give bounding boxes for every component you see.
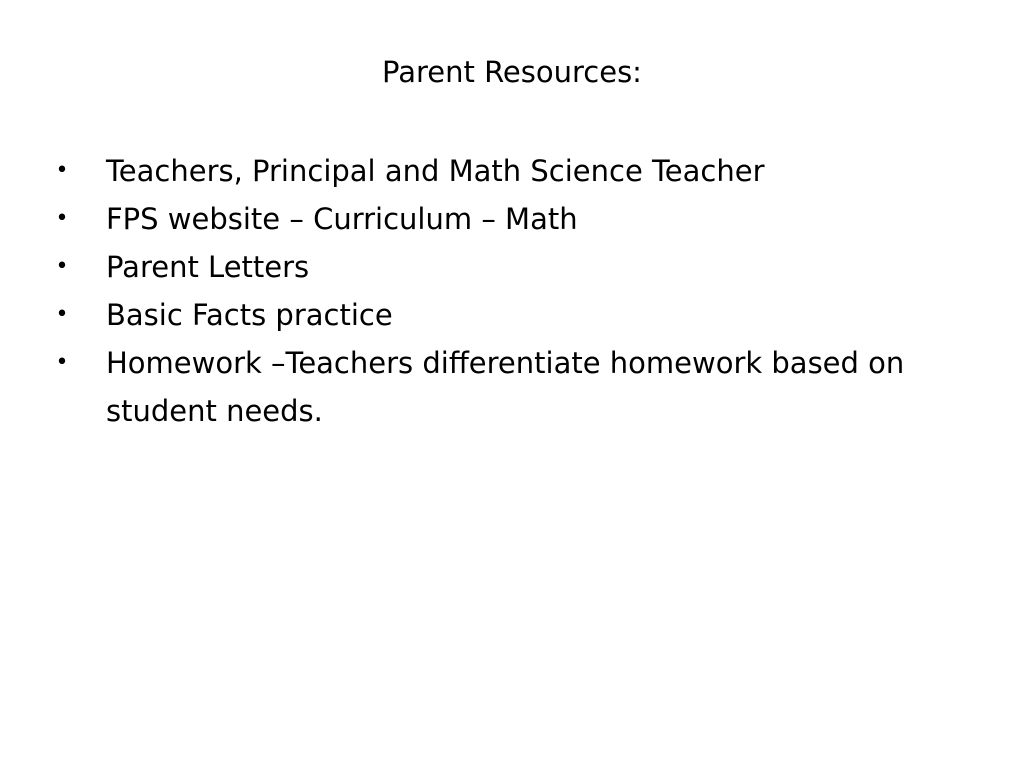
bullet-icon: • xyxy=(55,350,69,375)
list-item xyxy=(52,147,952,195)
list-item-text: Basic Facts practice xyxy=(106,298,393,332)
bullet-icon: • xyxy=(55,158,69,183)
slide-title: Parent Resources: xyxy=(382,55,642,89)
list-item-text: FPS website – Curriculum – Math xyxy=(106,202,578,236)
resources-list xyxy=(52,147,952,435)
bullet-icon: • xyxy=(55,206,69,231)
list-item-text: Teachers, Principal and Math Science Teacher xyxy=(106,154,765,188)
list-item xyxy=(52,243,952,291)
list-item xyxy=(52,291,952,339)
bullet-icon: • xyxy=(55,254,69,279)
list-item-text: Homework –Teachers differentiate homework based on student needs. xyxy=(106,346,905,428)
list-item xyxy=(52,195,952,243)
list-item-text: Parent Letters xyxy=(106,250,310,284)
bullet-icon: • xyxy=(55,302,69,327)
list-item xyxy=(52,339,952,435)
